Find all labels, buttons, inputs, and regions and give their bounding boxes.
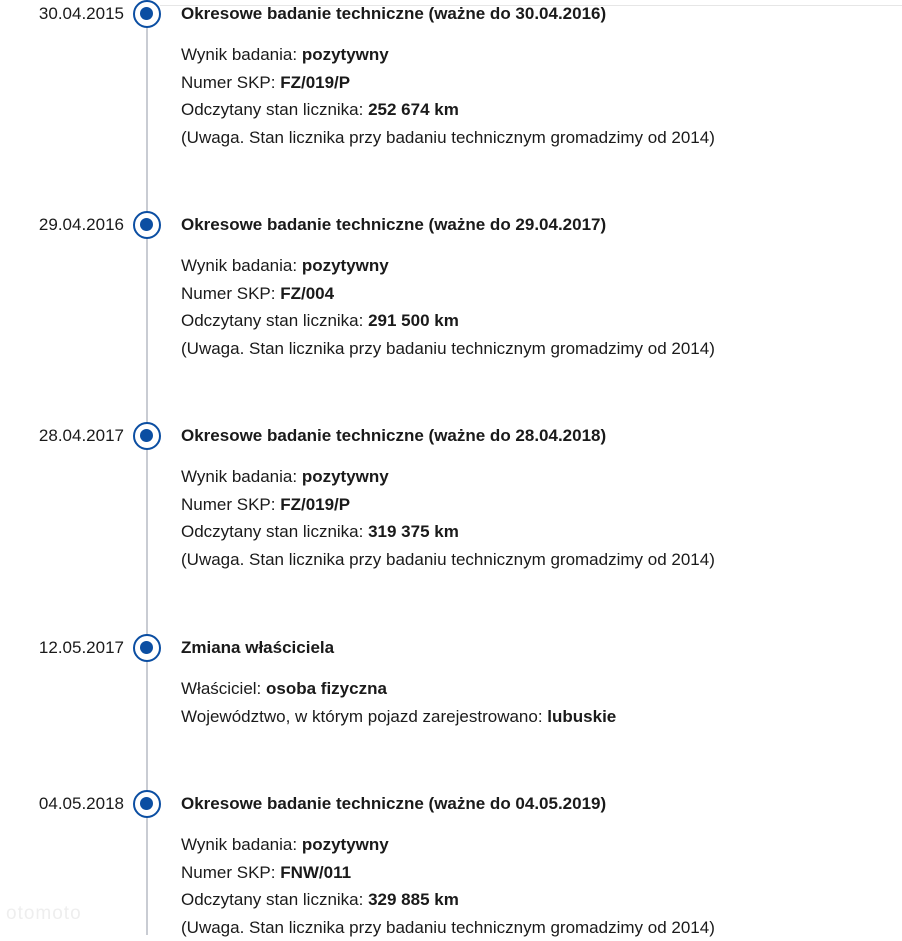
- detail-note: [181, 546, 715, 574]
- detail-result: [181, 831, 715, 859]
- event-title: Zmiana właściciela: [181, 637, 334, 659]
- event-details: [181, 463, 715, 573]
- detail-label: Wynik badania:: [181, 467, 302, 486]
- detail-result: [181, 463, 715, 491]
- detail-label: Numer SKP:: [181, 284, 280, 303]
- event-title: Okresowe badanie techniczne (ważne do 30.04.2016): [181, 3, 606, 25]
- event-title: Okresowe badanie techniczne (ważne do 28.04.2018): [181, 425, 606, 447]
- detail-value: pozytywny: [302, 835, 389, 854]
- timeline-marker-icon: [133, 211, 161, 239]
- event-title: Okresowe badanie techniczne (ważne do 29.04.2017): [181, 214, 606, 236]
- timeline-marker-icon: [133, 0, 161, 28]
- detail-label: Wynik badania:: [181, 835, 302, 854]
- detail-value: 329 885 km: [368, 890, 459, 909]
- detail-value: 252 674 km: [368, 100, 459, 119]
- detail-voivodeship: [181, 703, 616, 731]
- detail-result: [181, 41, 715, 69]
- detail-station: [181, 859, 715, 887]
- detail-value: FZ/019/P: [280, 495, 350, 514]
- detail-station: [181, 491, 715, 519]
- timeline-marker-icon: [133, 790, 161, 818]
- detail-label: Województwo, w którym pojazd zarejestrowano:: [181, 707, 547, 726]
- detail-value: FZ/019/P: [280, 73, 350, 92]
- detail-label: Odczytany stan licznika:: [181, 100, 368, 119]
- detail-odometer: [181, 96, 715, 124]
- detail-value: lubuskie: [547, 707, 616, 726]
- detail-label: Numer SKP:: [181, 495, 280, 514]
- detail-label: Numer SKP:: [181, 73, 280, 92]
- detail-value: 319 375 km: [368, 522, 459, 541]
- detail-value: 291 500 km: [368, 311, 459, 330]
- detail-label: (Uwaga. Stan licznika przy badaniu technicznym gromadzimy od 2014): [181, 918, 715, 937]
- detail-label: (Uwaga. Stan licznika przy badaniu technicznym gromadzimy od 2014): [181, 550, 715, 569]
- detail-value: FNW/011: [280, 863, 351, 882]
- event-details: [181, 41, 715, 151]
- detail-label: Wynik badania:: [181, 256, 302, 275]
- detail-station: [181, 280, 715, 308]
- watermark-logo: otomoto: [6, 903, 82, 925]
- timeline-marker-icon: [133, 422, 161, 450]
- event-date: 30.04.2015: [0, 3, 124, 25]
- event-date: 29.04.2016: [0, 214, 124, 236]
- detail-note: [181, 124, 715, 152]
- detail-label: Wynik badania:: [181, 45, 302, 64]
- detail-value: pozytywny: [302, 45, 389, 64]
- detail-label: Odczytany stan licznika:: [181, 890, 368, 909]
- detail-value: pozytywny: [302, 256, 389, 275]
- detail-value: pozytywny: [302, 467, 389, 486]
- detail-note: [181, 914, 715, 941]
- detail-station: [181, 69, 715, 97]
- detail-odometer: [181, 307, 715, 335]
- event-title: Okresowe badanie techniczne (ważne do 04.05.2019): [181, 793, 606, 815]
- detail-owner: [181, 675, 616, 703]
- detail-label: Odczytany stan licznika:: [181, 522, 368, 541]
- detail-value: osoba fizyczna: [266, 679, 387, 698]
- detail-value: FZ/004: [280, 284, 334, 303]
- detail-note: [181, 335, 715, 363]
- detail-result: [181, 252, 715, 280]
- detail-label: (Uwaga. Stan licznika przy badaniu technicznym gromadzimy od 2014): [181, 339, 715, 358]
- detail-odometer: [181, 518, 715, 546]
- event-date: 04.05.2018: [0, 793, 124, 815]
- event-details: [181, 831, 715, 941]
- event-date: 12.05.2017: [0, 637, 124, 659]
- detail-label: Numer SKP:: [181, 863, 280, 882]
- detail-odometer: [181, 886, 715, 914]
- detail-label: (Uwaga. Stan licznika przy badaniu technicznym gromadzimy od 2014): [181, 128, 715, 147]
- event-date: 28.04.2017: [0, 425, 124, 447]
- detail-label: Właściciel:: [181, 679, 266, 698]
- event-details: [181, 252, 715, 362]
- event-details: [181, 675, 616, 730]
- detail-label: Odczytany stan licznika:: [181, 311, 368, 330]
- timeline-marker-icon: [133, 634, 161, 662]
